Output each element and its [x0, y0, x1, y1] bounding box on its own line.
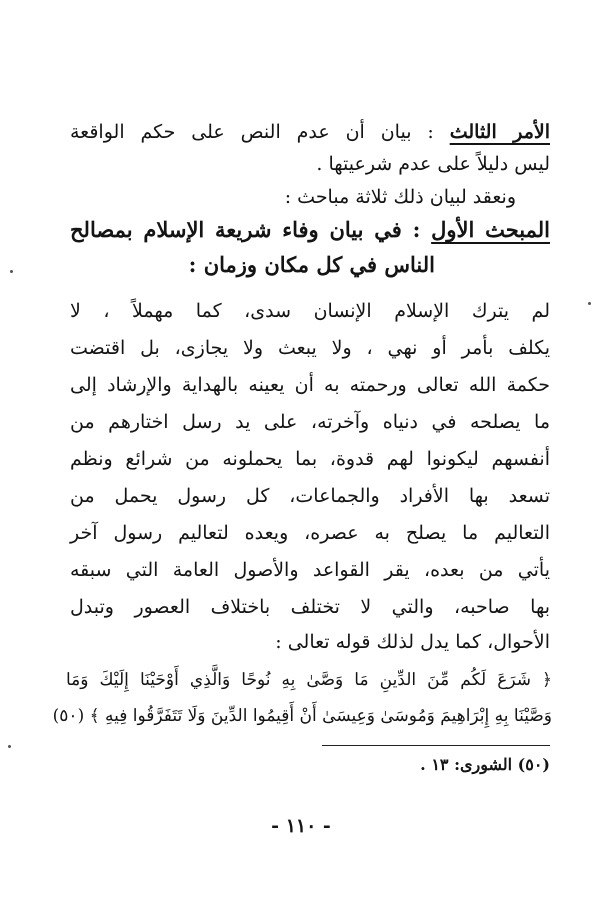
scan-speck — [10, 270, 13, 273]
chapter-one-heading — [70, 215, 550, 245]
body-line: لم يترك الإسلام الإنسان سدى، كما مهملاً ، لا — [70, 300, 550, 322]
section-three-label: الأمر الثالث — [449, 121, 550, 143]
chapter-one-label: المبحث الأول — [431, 217, 550, 242]
body-line: يأتي من بعده، يقر القواعد والأصول العامة التي سبقه — [70, 559, 550, 581]
body-line: الأحوال، كما يدل لذلك قوله تعالى : — [275, 631, 550, 653]
body-line: أنفسهم ليكونوا لهم قدوة، بما يحملونه من شرائع ونظم — [70, 448, 550, 470]
section-three-line — [70, 117, 550, 147]
quran-verse-line-2: وَصَّيْنَا بِهِ إِبْرَاهِيمَ وَمُوسَىٰ وَعِيسَىٰ أَنْ أَقِيمُوا الدِّينَ وَلَا تَتَفَرَّقُوا فِيهِ ﴾ (٥٠) — [52, 706, 552, 726]
footnote-divider — [322, 745, 550, 746]
section-three-text: : بيان أن عدم النص على حكم الواقعة — [70, 121, 434, 143]
footnote: (٥٠) الشورى: ١٣ . — [420, 755, 550, 774]
body-line: ما يصلحه في دنياه وآخرته، على يد رسل اختارهم من — [70, 411, 550, 433]
scan-speck — [8, 745, 11, 748]
page-number: - ١١٠ - — [271, 815, 331, 837]
body-line: يكلف بأمر أو نهي ، ولا يبعث ولا يجازى، بل اقتضت — [70, 337, 550, 359]
quran-verse-line-1: ﴿ شَرَعَ لَكُم مِّنَ الدِّينِ مَا وَصَّىٰ بِهِ نُوحًا وَالَّذِي أَوْحَيْنَا إِلَيْكَ وَمَا — [66, 670, 552, 690]
body-line: التعاليم ما يصلح به عصره، ويعده لتعاليم رسول آخر — [70, 522, 550, 544]
body-line: تسعد بها الأفراد والجماعات، كل رسول يحمل من — [70, 485, 550, 507]
body-line: بها صاحبه، والتي لا تختلف باختلاف العصور وتبدل — [70, 596, 550, 618]
chapter-one-title: : في بيان وفاء شريعة الإسلام بمصالح — [70, 217, 421, 242]
chapter-one-title-2: الناس في كل مكان وزمان : — [188, 252, 435, 277]
section-three-line-2: ليس دليلاً على عدم شرعيتها . — [316, 153, 550, 175]
scan-speck — [588, 302, 591, 305]
intro-line: ونعقد لبيان ذلك ثلاثة مباحث : — [284, 186, 516, 208]
body-line: حكمة الله تعالى ورحمته به أن يعينه بالهداية والإرشاد إلى — [70, 374, 550, 396]
